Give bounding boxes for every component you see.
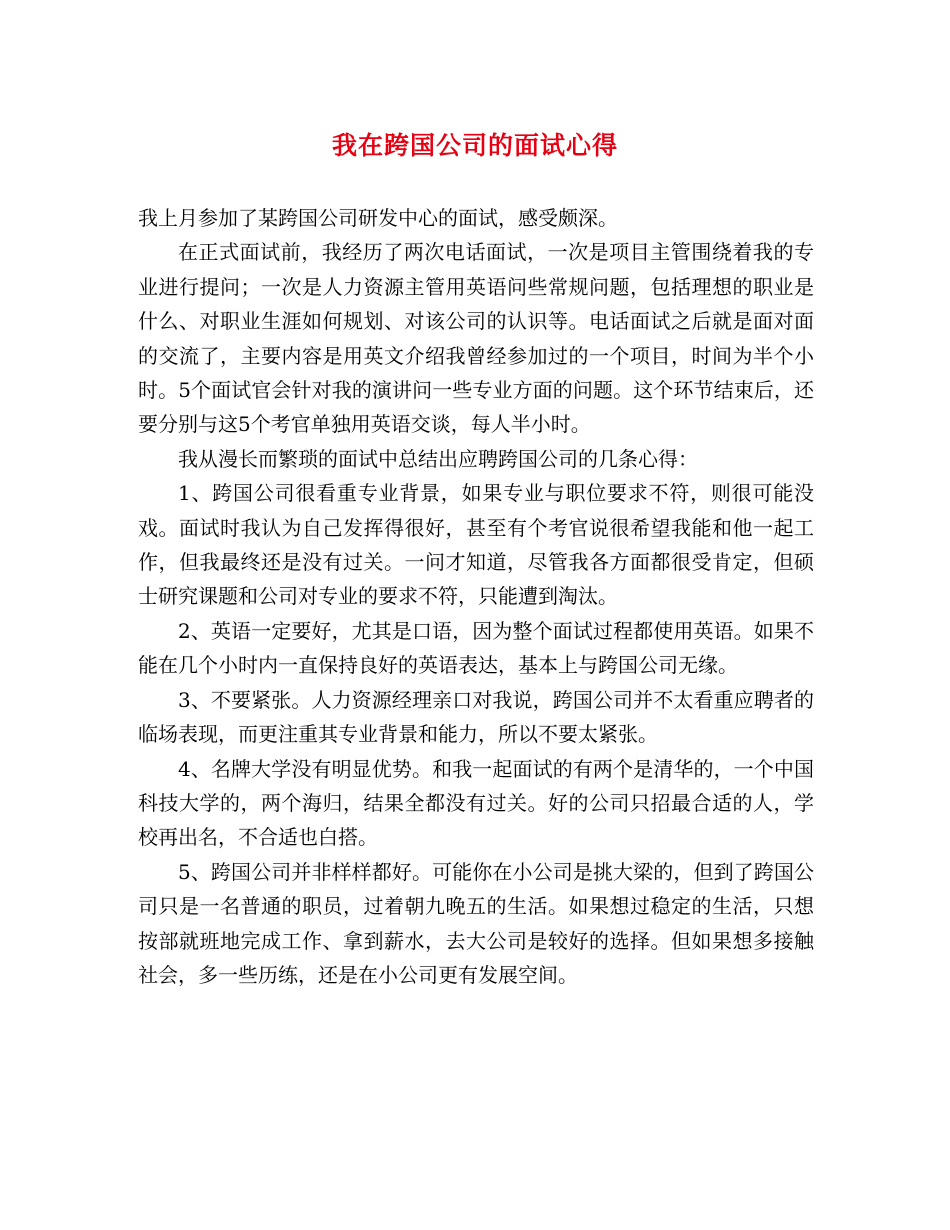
document-title: 我在跨国公司的面试心得 [331,131,618,160]
paragraph-summary-lead: 我从漫长而繁琐的面试中总结出应聘跨国公司的几条心得： [178,446,698,471]
paragraph-phone-interviews: 在正式面试前，我经历了两次电话面试，一次是项目主管围绕着我的专业进行提问；一次是人力资源主管用英语问些常规问题，包括理想的职业是什么、对职业生涯如何规划、对该公司的认识等。电话面试之后就是面对面的交流了，主要内容是用英文介绍我曾经参加过的一个项目，时间为半个小时。5个面试官会针对我的演讲问一些专业方面的问题。这个环节结束后，还要分别与这5个考官单独用英语交谈，每人半小时。 [138,240,814,437]
document-body [138,201,814,992]
paragraph-tip-3: 3、不要紧张。人力资源经理亲口对我说，跨国公司并不太看重应聘者的临场表现，而更注重其专业背景和能力，所以不要太紧张。 [138,687,814,747]
paragraph-intro: 我上月参加了某跨国公司研发中心的面试，感受颇深。 [138,206,618,230]
paragraph-tip-2: 2、英语一定要好，尤其是口语，因为整个面试过程都使用英语。如果不能在几个小时内一直保持良好的英语表达，基本上与跨国公司无缘。 [138,618,814,678]
paragraph-tip-1: 1、跨国公司很看重专业背景，如果专业与职位要求不符，则很可能没戏。面试时我认为自己发挥得很好，甚至有个考官说很希望我能和他一起工作，但我最终还是没有过关。一问才知道，尽管我各方面都很受肯定，但硕士研究课题和公司对专业的要求不符，只能遭到淘汰。 [138,481,814,609]
paragraph-tip-4: 4、名牌大学没有明显优势。和我一起面试的有两个是清华的，一个中国科技大学的，两个海归，结果全都没有过关。好的公司只招最合适的人，学校再出名，不合适也白搭。 [138,756,814,850]
paragraph-tip-5: 5、跨国公司并非样样都好。可能你在小公司是挑大梁的，但到了跨国公司只是一名普通的职员，过着朝九晚五的生活。如果想过稳定的生活，只想按部就班地完成工作、拿到薪水，去大公司是较好的选择。但如果想多接触社会，多一些历练，还是在小公司更有发展空间。 [138,859,814,987]
